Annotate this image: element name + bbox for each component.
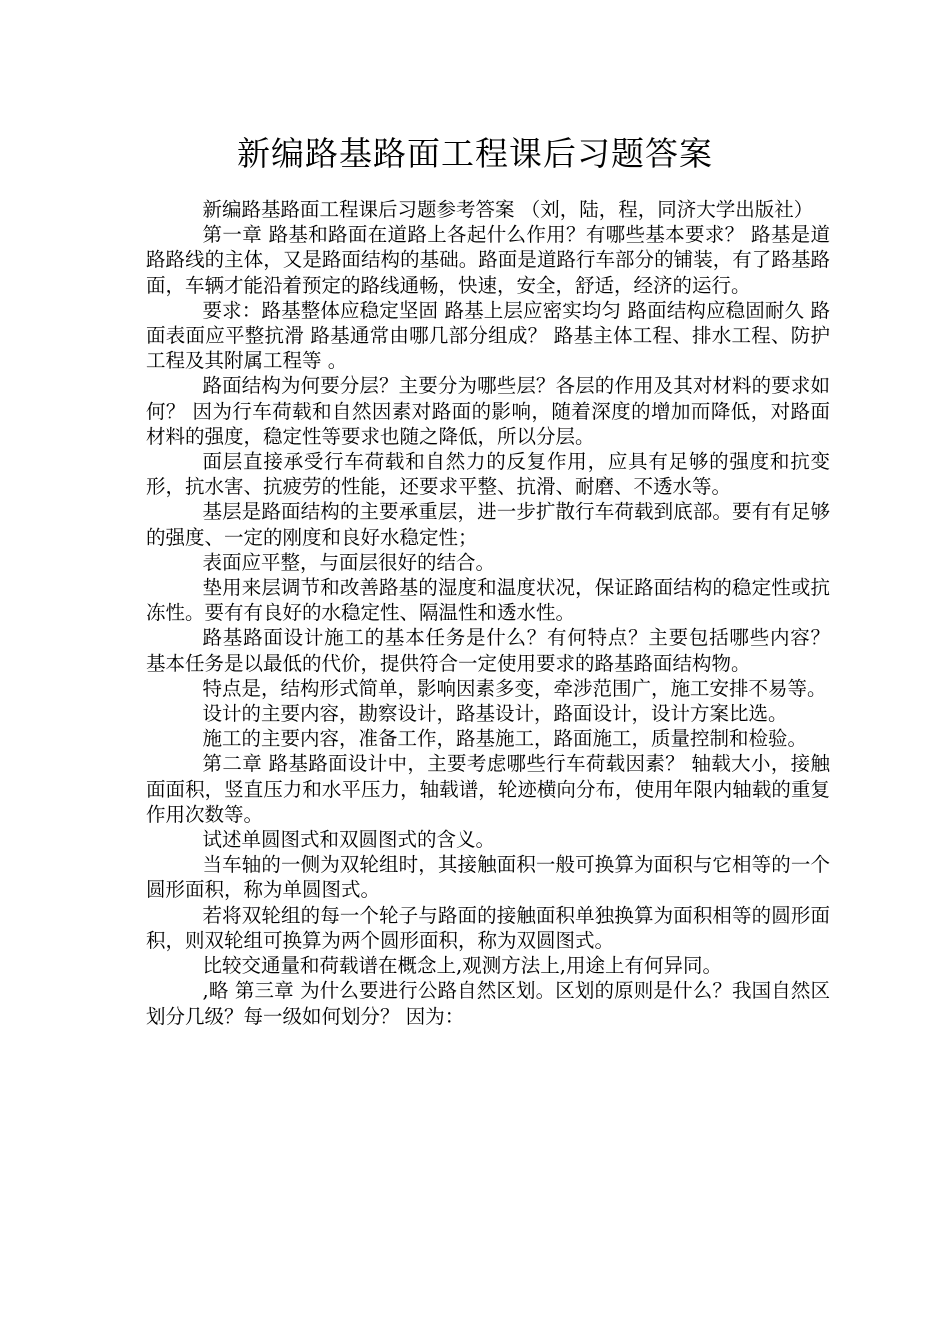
paragraph-basic-task: 路基路面设计施工的基本任务是什么？有何特点？主要包括哪些内容？ 基本任务是以最低的代价，提供符合一定使用要求的路基路面结构物。 xyxy=(146,626,830,675)
paragraph-single-circle: 当车轴的一侧为双轮组时，其接触面积一般可换算为面积与它相等的一个圆形面积，称为单圆图式。 xyxy=(146,853,830,902)
paragraph-chapter-2: 第二章 路基路面设计中，主要考虑哪些行车荷载因素？ 轴载大小，接触面面积，竖直压力和水平压力，轴载谱，轮迹横向分布，使用年限内轴载的重复作用次数等。 xyxy=(146,752,830,826)
paragraph-double-circle: 若将双轮组的每一个轮子与路面的接触面积单独换算为面积相等的圆形面积，则双轮组可换算为两个圆形面积，称为双圆图式。 xyxy=(146,903,830,952)
document-body xyxy=(146,197,830,1029)
paragraph-chapter-3: ,略 第三章 为什么要进行公路自然区划。区划的原则是什么？我国自然区划分几级？每一级如何划分？ 因为： xyxy=(146,979,830,1028)
paragraph-design-content: 设计的主要内容，勘察设计，路基设计，路面设计，设计方案比选。 xyxy=(202,702,788,726)
paragraph-surface-layer: 面层直接承受行车荷载和自然力的反复作用，应具有足够的强度和抗变形，抗水害、抗疲劳的性能，还要求平整、抗滑、耐磨、不透水等。 xyxy=(146,450,830,499)
paragraph-base-layer: 基层是路面结构的主要承重层，进一步扩散行车荷载到底部。要有有足够的强度、一定的刚度和良好水稳定性； xyxy=(146,500,830,549)
paragraph-traffic-compare: 比较交通量和荷载谱在概念上,观测方法上,用途上有何异同。 xyxy=(202,954,722,978)
paragraph-intro: 新编路基路面工程课后习题参考答案 （刘，陆，程，同济大学出版社） xyxy=(202,198,814,221)
paragraph-surface-flat: 表面应平整，与面层很好的结合。 xyxy=(202,550,496,574)
document-title: 新编路基路面工程课后习题答案 xyxy=(237,134,713,173)
paragraph-features: 特点是，结构形式简单，影响因素多变，牵涉范围广，施工安排不易等。 xyxy=(202,676,827,700)
paragraph-chapter-1: 第一章 路基和路面在道路上各起什么作用？有哪些基本要求？ 路基是道路路线的主体，又是路面结构的基础。路面是道路行车部分的铺装，有了路基路面，车辆才能沿着预定的路线通畅，快速，安全，舒适，经济的运行。 xyxy=(146,223,830,297)
paragraph-construction-content: 施工的主要内容，准备工作，路基施工，路面施工，质量控制和检验。 xyxy=(202,727,808,751)
paragraph-cushion-layer: 垫用来层调节和改善路基的湿度和温度状况，保证路面结构的稳定性或抗冻性。要有有良好的水稳定性、隔温性和透水性。 xyxy=(146,576,830,625)
paragraph-requirements: 要求：路基整体应稳定坚固 路基上层应密实均匀 路面结构应稳固耐久 路面表面应平整抗滑 路基通常由哪几部分组成？ 路基主体工程、排水工程、防护工程及其附属工程等 。 xyxy=(146,298,830,373)
paragraph-circle-question: 试述单圆图式和双圆图式的含义。 xyxy=(202,828,496,852)
paragraph-layering: 路面结构为何要分层？主要分为哪些层？各层的作用及其对材料的要求如何？ 因为行车荷载和自然因素对路面的影响，随着深度的增加而降低，对路面材料的强度，稳定性等要求也随之降低，所以分层。 xyxy=(146,374,830,448)
